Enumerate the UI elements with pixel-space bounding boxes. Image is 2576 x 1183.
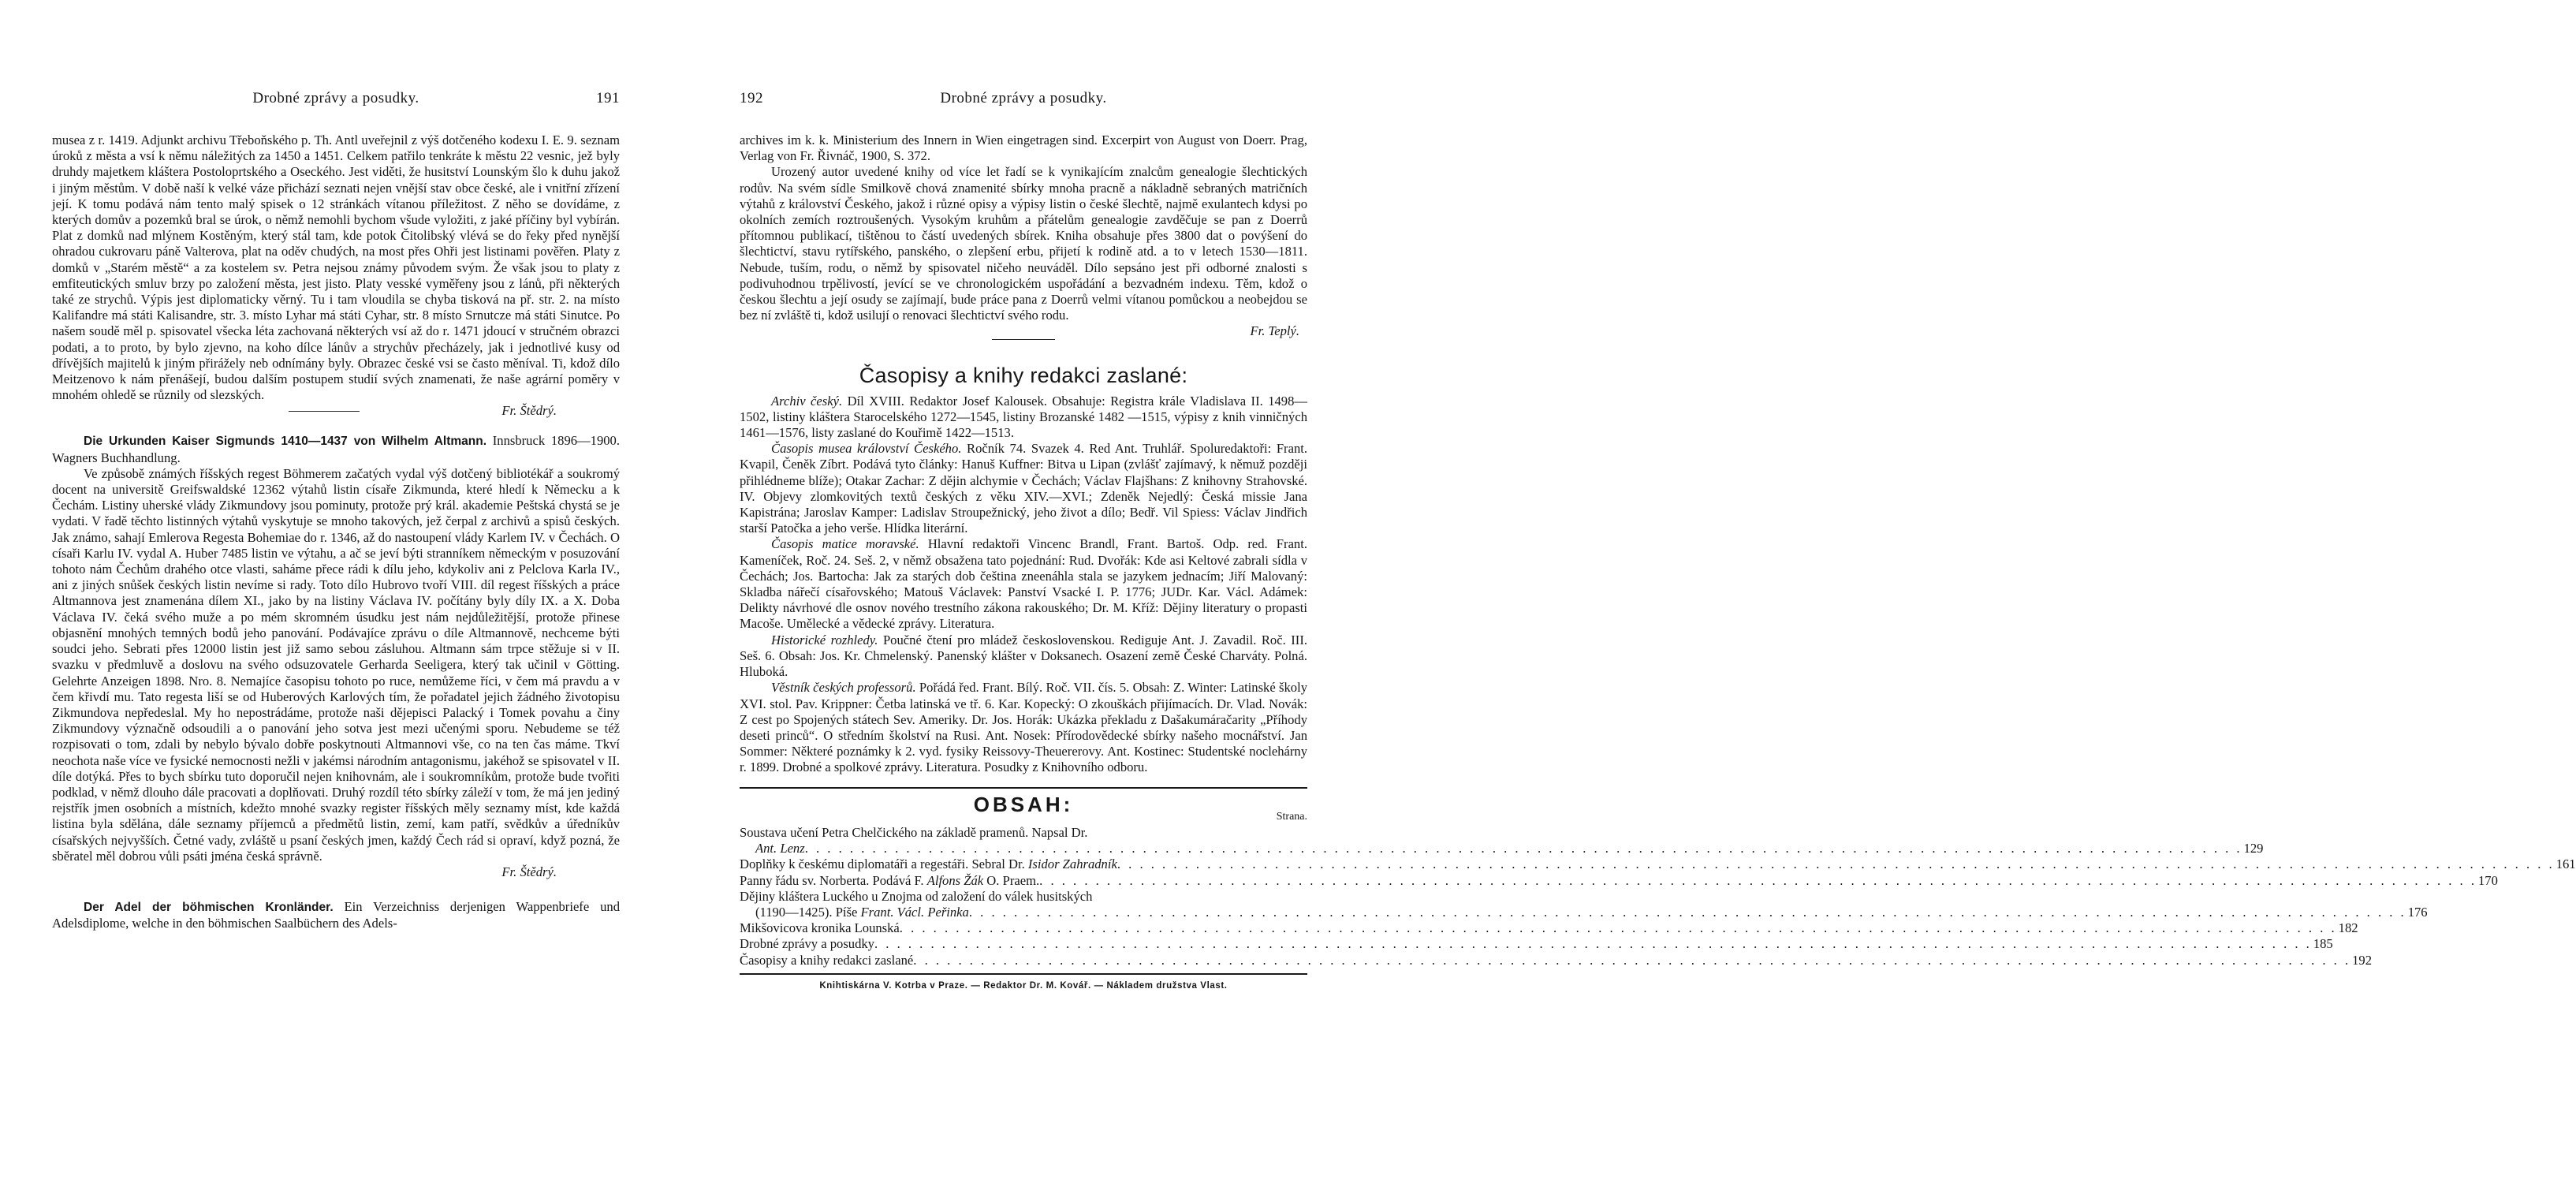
separator (740, 339, 1307, 345)
toc-entry[interactable] (740, 936, 2333, 952)
toc-leader-dots (874, 936, 2312, 952)
periodical-entry (740, 633, 1307, 681)
review2-signature: Fr. Štědrý. (501, 864, 557, 879)
toc-leader-dots (1039, 873, 2477, 889)
toc-leader-dots (913, 953, 2350, 968)
toc-entry-page: 192 (2352, 952, 2373, 968)
toc-entry-page: 176 (2407, 904, 2428, 920)
toc-entry-title: Dějiny kláštera Luckého u Znojma od založení do válek husitských (740, 888, 1093, 904)
periodical-text: Pořádá řed. Frant. Bílý. Roč. VII. čís. 5. Obsah: Z. Winter: Latinské školy XVI. stol. Pav. Krippner: Četba latinská ve tř. 6. Kar. Kopecký: O zkouškách přijímacích. Dr. Vlad. Novák: Z cest po Spojených státech Sev. Ameriky. Dr. Jos. Horák: Ukázka překladu z Dašakumáračarity „Příhody deseti princů“. O středním školství na Rusi. Ant. Nosek: Přírodovědecké sbírky našeho mocnářství. Jan Sommer: Některé poznámky k 2. vyd. fysiky Reissovy-Theuererovy. Ant. Kostinec: Studentské noclehárny r. 1899. Drobné a spolkové zprávy. Literatura. Posudky z Knihovního odboru. (740, 680, 1307, 775)
periodical-text: Ročník 74. Svazek 4. Red Ant. Truhlář. Spoluredaktoři: Frant. Kvapil, Čeněk Zíbrt. Podává tyto články: Hanuš Kuffner: Bitva u Lipan (zvlášť zajímavý, k němuž později přihlédneme blíže); Otakar Zachar: Z dějin alchymie v Čechách; Václav Flajšhans: Z knihovny Strahovské. IV. Objevy zlomkovitých textů českých z věku XIV.—XVI.; Zdeněk Nejedlý: Česká missie Jana Kapistrána; Jaroslav Kamper: Ladislav Stroupežnický, jeho život a dílo; Bedř. Vil Spiess: Václav Jindřich starší Patočka a jeho verše. Hlídka literární. (740, 441, 1307, 536)
toc-entry-page: 170 (2478, 872, 2498, 888)
review3-title: Der Adel der böhmischen Kronländer. (84, 900, 334, 914)
toc-entry-page: 185 (2313, 936, 2333, 952)
toc-entry[interactable] (740, 856, 2576, 872)
toc-entry-row (740, 904, 2428, 920)
toc-entry-text: O. Praem. (983, 872, 1040, 888)
review2-text: Ve způsobě známých říšských regest Böhmerem začatých vydal výš dotčený bibliotékář a soukromý docent na universitě Greifswaldské 12362 výtahů listin císaře Zikmunda, které hledí k Německu a k Čechám. Listiny uherské vlády Zikmundovy jsou pominuty, protože prý král. akademie Peštská chystá se je vydati. V řadě těchto listinných výtahů vyskytuje se mnoho takových, jež čerpal z archivů a spisů českých. Jak známo, sahají Emlerova Regesta Bohemiae do r. 1346, až do nastoupení vlády Karlem IV. v Čechách. O císaři Karlu IV. vydal A. Huber 7485 listin ve výtahu, a ač se jeví býti stranníkem německým v posuzování tohoto nám Čechům drahého otce vlasti, saháme přece rádi k dílu jeho, kdykoliv ani z Pelclova Karla IV., ani z jiných snůšek českých listin nevíme si rady. Toto dílo Hubrovo tvoří VIII. díl regest říšských a práce Altmannova jest znamenána dílem XI., jako by na listiny Václava IV. počítány byly díly IX. a X. Doba Václava IV. čeká svého muže a po mém skromném úsudku jest nám nejdůležitější, protože přinese objasnění mnohých temných bodů jeho panování. Podávajíce zprávu o díle Altmannově, nechceme býti soudci jeho. Sebrati přes 12000 listin jest již samo sebou zásluhou. Altmann sám trpce stěžuje si v II. svazku v předmluvě a doslovu na svého odsuzovatele Gerharda Seeligera, který tak učinil v Götting. Gelehrte Anzeigen 1898. Nro. 8. Nemajíce časopisu tohoto po ruce, nemůžeme říci, v čem má pravdu a v čem křivdí mu. Tato regesta liší se od Huberových Karlových tím, že pořadatel jejich žádného životopisu Zikmundova nepředeslal. My ho nepostrádáme, protože naši dějepisci Palacký i Tomek povahu a činy Zikmundovy význačně odsoudili a o panování jeho sotva jest mezi učenými sporu. Nebudeme se též rozpisovati o tom, zdali by nebylo bývalo dobře poskytnouti Altmannovi vše, co na ten čas máme. Tkví neochota naše více ve fysické nemocnosti nežli v jakémsi národním antagonismu, jakéhož se spisovatel v II. díle dotýká. Přes to bych sbírku tuto doporučil nejen knihovnám, ale i soukromníkům, protože bude tvořiti podklad, v němž dlouho dále pracovati a doplňovati. Druhý rozdíl této sbírky záleží v tom, že má jen jediný rejstřík jmen osobních a místních, kdežto mnohé svazky register říšských měly seznamy míst, kde každá listina byla sdělána, dále seznamy příjemců a předmětů listin, zemí, kam patří, svědkův a úředníkův císařských nejvyšších. Četné vady, zvláště u psaní českých jmen, každý Čech rád si opraví, když pozná, že sběratel měl dobrou vůli psáti jména česká správně. (52, 465, 620, 864)
left-header-title: Drobné zprávy a posudky. (252, 90, 419, 106)
periodical-name: Archiv český. (771, 393, 843, 409)
toc-entry-row (740, 841, 2264, 856)
review3-continuation-citation: archives im k. k. Ministerium des Innern in Wien eingetragen sind. Excerpirt von August von Doerr. Prag, Verlag von Fr. Řivnáč, 1900, S. 372. (740, 132, 1307, 164)
toc-entry-page: 182 (2338, 920, 2358, 936)
toc-entry-author: Alfons Žák (926, 872, 984, 888)
toc-entry-title (740, 873, 1039, 889)
periodical-name: Časopis matice moravské. (771, 536, 919, 552)
toc-leader-dots (900, 920, 2337, 936)
toc-entry-text: Doplňky k českému diplomatáři a regestáři. Sebral Dr. (740, 856, 1028, 872)
toc-entry-title: Soustava učení Petra Chelčického na základě pramenů. Napsal Dr. (740, 824, 1088, 840)
review3-continuation-text: Urozený autor uvedené knihy od více let řadí se k vynikajícím znalcům genealogie šlechtických rodův. Na svém sídle Smilkově chová znamenité sbírky mnoha pracně a nákladně sebraných matričních výtahů z království Českého, jakož i různé opisy a výpisy listin o české šlechtě, najmě exulantech kdysi po okolních zemích roztroušených. Vysokým kruhům a přátelům genealogie zavděčuje se pan z Doerrů přítomnou publikací, tištěnou to částí uvedených sbírek. Kniha obsahuje přes 3800 dat o povýšení do šlechtictví, stavu rytířského, panského, o zlepšení erbu, přijetí k rodině atd. a to v letech 1530—1811. Nebude, tuším, rodu, o němž by spisovatel ničeho neuváděl. Dílo sepsáno jest při odborné znalosti s podivuhodnou trpělivostí, jevící se ve chronologickém uspořádání a bezvadném indexu. Těm, kdož o českou šlechtu a její osudy se zajímají, bude práce pana z Doerrů velmi vítanou pomůckou a neobejdou se bez ní zvláště ti, kdož usilují o renovaci šlechtictví svého rodu. (740, 164, 1307, 323)
left-running-header (52, 90, 620, 110)
toc-entry-title: Mikšovicova kronika Lounská (740, 920, 900, 936)
toc-entry-author: Ant. Lenz (755, 841, 805, 856)
review1-signature: Fr. Štědrý. (501, 403, 557, 419)
footer-rule (740, 973, 1307, 975)
left-column-text (52, 132, 620, 931)
review2-title: Die Urkunden Kaiser Sigmunds 1410—1437 von Wilhelm Altmann. (84, 435, 487, 449)
contents-title: OBSAH: (973, 792, 1074, 816)
toc-entry-page: 129 (2243, 841, 2264, 856)
toc-entry-title: Časopisy a knihy redakci zaslané (740, 952, 914, 968)
periodical-text: Hlavní redaktoři Vincenc Brandl, Frant. Bartoš. Odp. red. Frant. Kameníček, Roč. 24. Seš. 2, v němž obsažena tato pojednání: Rud. Dvořák: Kde asi Keltové zabrali sídla v Čechách; Jos. Bartocha: Jak za starých dob čeština zneenáhla stala se jazykem jednacím; Jiří Malovaný: Skladba nářečí císařovského; Matouš Václavek: Panství Vsacké I. P. 1776; JUDr. Kar. Václ. Adámek: Delikty návrhové dle osnov nového trestního zákona rakouského; Dr. M. Kříž: Dějiny literatury o propasti Macoše. Umělecké a vědecké zprávy. Literatura. (740, 536, 1307, 632)
toc-entry-title: Drobné zprávy a posudky (740, 936, 874, 952)
review1-text: musea z r. 1419. Adjunkt archivu Třeboňského p. Th. Antl uveřejnil z výš dotčeného kodexu I. E. 9. seznam úroků z města a vsí k němu náležitých za 1450 a 1451. Celkem patřilo tenkráte k městu 22 vesnic, jež byly druhdy majetkem kláštera Postoloprtského a Oseckého. Jest viděti, že husitství Lounským šlo k duhu jakož i jiným městům. V době naší k velké váze přichází seznati nejen vnější stav obce české, ale i vnitřní zřízení její. K tomu podává nám tento malý spisek o 12 stránkách vítanou příležitost. Z něho se dovídáme, z kterých domův a pozemků bral se úrok, o němž nemohli bychom všude vyložiti, z jaké příčiny byl vybírán. Plat z domků nad mlýnem Kostěným, který stál tam, kde potok Čitolibský vlévá se do řeky před nynější ohradou cukrovaru páně Valterova, plat na oděv chudých, na most přes Ohři jest listinami pověřen. Platy z domků v „Starém městě“ a za kostelem sv. Petra nejsou známy původem svým. Že však jsou to platy z emfiteutických smluv brzy po založení města, jest jisto. Platy vesské vyměřeny jsou z lánů, při některých také ze strychů. Výpis jest diplomaticky věrný. Tu i tam vloudila se chyba tisková na př. str. 2. na místo Kalifandre má státi Kalisandre, str. 3. místo Lyhar má státi Cyhar, str. 8 místo Srnutcze má státi Sinutce. Po našem soudě měl p. spisovatel všecka léta zachovaná některých vsí až do r. 1471 jdoucí v stručném obrazci podati, a to proto, by bylo zjevno, na koho dílce lánův a strychův přecházely, jak i jednotlivé kusy od dřívějších majitelů k jiným přirážely neb odnímány byly. Obrazec české vsi se často měníval. Ti, kdož dílo Meitzenovo k nám přenášejí, budou dalším postupem studií svých znamenati, že naše agrární poměry v mnohém ohledě se různily od slezských. (52, 132, 620, 403)
review2-signature-line (52, 864, 620, 880)
toc-entry[interactable] (740, 952, 2373, 968)
toc-entry-text (755, 905, 969, 920)
section-title: Časopisy a knihy redakci zaslané: (859, 364, 1188, 388)
toc-entry[interactable] (740, 888, 2428, 920)
toc-entry-title (740, 856, 1117, 872)
right-running-header (740, 90, 1307, 110)
toc-entry-text: (1190—1425). Píše (755, 904, 861, 920)
printer-imprint: Knihtiskárna V. Kotrba v Praze. — Redaktor Dr. M. Kovář. — Nákladem družstva Vlast. (819, 980, 1228, 991)
separator-rule (289, 411, 360, 412)
contents-divider (740, 787, 1307, 789)
toc-entry-page: 161 (2555, 856, 2576, 872)
left-page-number: 191 (596, 90, 620, 106)
toc-leader-dots (805, 841, 2242, 856)
toc-leader-dots (969, 905, 2406, 920)
review1-signature-line (52, 403, 620, 419)
right-header-title: Drobné zprávy a posudky. (940, 90, 1107, 106)
review3-title-rest: Ein Verzeichniss derjenigen Wappenbriefe und Adelsdiplome, welche in den böhmischen Saalbüchern des Adels- (52, 898, 620, 931)
periodical-entry (740, 441, 1307, 536)
toc-entry[interactable] (740, 872, 2498, 889)
review3-signature: Fr. Teplý. (1250, 323, 1299, 339)
separator-rule (992, 339, 1055, 340)
periodical-entry (740, 394, 1307, 442)
right-page-number: 192 (740, 90, 763, 106)
periodical-text: Díl XVIII. Redaktor Josef Kalousek. Obsahuje: Registra krále Vladislava II. 1498—1502, listiny kláštera Starocelského 1272—1545, listiny Brozanské 1482 —1515, výpisy z knih vinničných 1461—1576, listy zaslané do Kouřimě 1422—1513. (740, 393, 1307, 441)
toc-leader-dots (1117, 856, 2555, 872)
periodical-name: Historické rozhledy. (771, 632, 878, 647)
toc-entry-author: Frant. Václ. Peřinka (860, 904, 969, 920)
periodical-entry (740, 536, 1307, 632)
review2-title-rest: Innsbruck 1896—1900. Wagners Buchhandlung. (52, 433, 620, 465)
review3-heading (52, 899, 620, 931)
periodical-name: Věstník českých professorů. (771, 680, 916, 696)
contents-page-label: Strana. (1276, 810, 1307, 823)
review3-signature-line (740, 323, 1307, 339)
toc-entry[interactable] (740, 824, 2264, 856)
toc-entry-text: Panny řádu sv. Norberta. Podává F. (740, 872, 927, 888)
review2-heading (52, 433, 620, 465)
right-column-text (740, 132, 2576, 994)
toc-entry-author: Isidor Zahradník (1027, 856, 1117, 872)
periodical-name: Časopis musea království Českého. (771, 441, 962, 457)
table-of-contents (740, 824, 2576, 968)
toc-entry[interactable] (740, 920, 2358, 936)
right-page (740, 0, 2576, 1183)
periodical-entry (740, 680, 1307, 775)
left-page (52, 0, 620, 1183)
periodical-text: Poučné čtení pro mládež československou. Rediguje Ant. J. Zavadil. Roč. III. Seš. 6. Obsah: Jos. Kr. Chmelenský. Panenský klášter v Doksanech. Osazení země České Charváty. Polná. Hluboká. (740, 632, 1307, 680)
